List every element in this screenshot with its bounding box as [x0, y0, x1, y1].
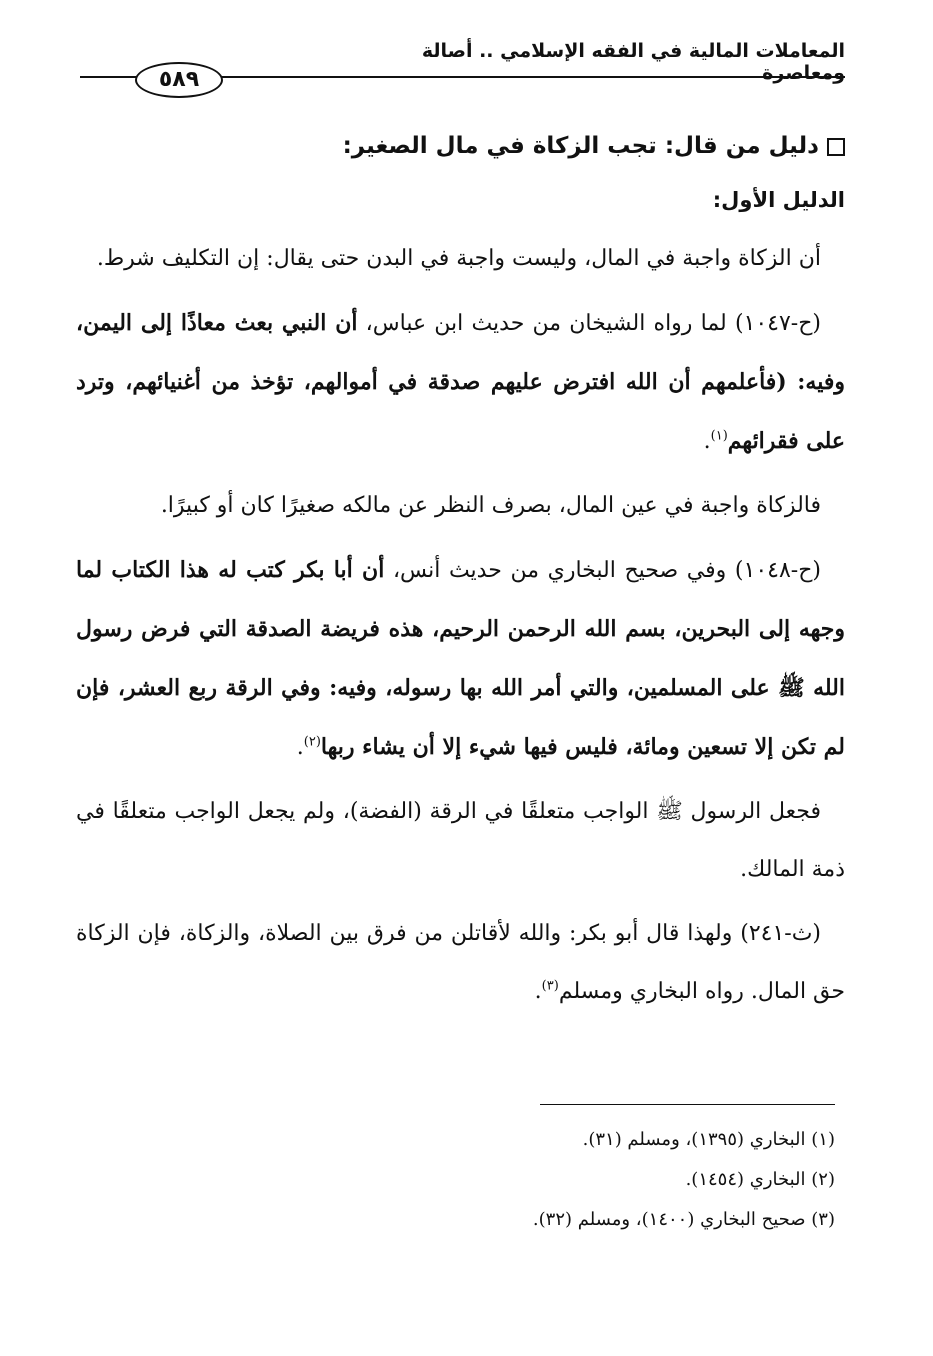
paragraph-4-plain: وفي صحيح البخاري من حديث أنس، [384, 558, 735, 583]
section-heading [76, 120, 845, 172]
paragraph-5-text: فجعل الرسول ﷺ الواجب متعلقًا في الرقة (الفضة)، ولم يجعل الواجب متعلقًا في ذمة المالك. [76, 799, 845, 882]
paragraph-4-quote: أن أبا بكر كتب له هذا الكتاب لما وجهه إلى البحرين، بسم الله الرحمن الرحيم، هذه فريضة الصدقة التي فرض رسول الله ﷺ على المسلمين، والتي أمر الله بها رسوله، وفيه: وفي الرقة ربع العشر، فإن لم تكن إلا تسعين ومائة، فليس فيها شيء إلا أن يشاء ربها [76, 557, 845, 760]
square-bullet-icon [827, 138, 845, 156]
footnote-marker-3: (٣) [541, 978, 559, 994]
paragraph-4 [76, 541, 845, 777]
hadith-ref-1047: (ح-١٠٤٧) [734, 311, 822, 336]
paragraph-5 [76, 783, 845, 899]
footnote-marker-2: (٢) [303, 734, 321, 750]
paragraph-2 [76, 294, 845, 471]
footnotes [300, 1120, 835, 1240]
paragraph-6 [76, 905, 845, 1021]
running-title: المعاملات المالية في الفقه الإسلامي .. أصالة ومعاصرة [421, 40, 845, 84]
sub-heading: الدليل الأول: [712, 188, 845, 212]
hadith-ref-1048: (ح-١٠٤٨) [734, 558, 821, 583]
paragraph-2-plain: لما رواه الشيخان من حديث ابن عباس، [357, 311, 735, 336]
paragraph-3 [76, 477, 845, 535]
footnote-1: (١) البخاري (١٣٩٥)، ومسلم (٣١). [582, 1129, 835, 1150]
paragraph-4-end: . [296, 735, 304, 760]
paragraph-2-end: . [703, 429, 711, 454]
paragraph-1-text: أن الزكاة واجبة في المال، وليست واجبة في البدن حتى يقال: إن التكليف شرط. [96, 246, 821, 271]
section-heading-text: دليل من قال: تجب الزكاة في مال الصغير: [342, 133, 819, 159]
paragraph-6-end: . [534, 979, 542, 1004]
paragraph-2-quote: أن النبي بعث معاذًا إلى اليمن، وفيه: (فأعلمهم أن الله افترض عليهم صدقة في أموالهم، تؤخذ من أغنيائهم، وترد على فقرائهم [76, 310, 845, 454]
body-text [76, 120, 845, 1027]
footnote-marker-1: (١) [710, 428, 728, 444]
paragraph-6-text: (ث-٢٤١) ولهذا قال أبو بكر: والله لأقاتلن من فرق بين الصلاة، والزكاة، فإن الزكاة حق المال. رواه البخاري ومسلم [76, 921, 845, 1004]
paragraph-1 [76, 230, 845, 288]
footnote-2: (٢) البخاري (١٤٥٤). [685, 1169, 835, 1190]
footnote-3: (٣) صحيح البخاري (١٤٠٠)، ومسلم (٣٢). [532, 1209, 835, 1230]
page-number: ٥٨٩ [135, 62, 223, 98]
paragraph-3-text: فالزكاة واجبة في عين المال، بصرف النظر عن مالكه صغيرًا كان أو كبيرًا. [160, 493, 821, 518]
footnote-rule [540, 1104, 835, 1105]
